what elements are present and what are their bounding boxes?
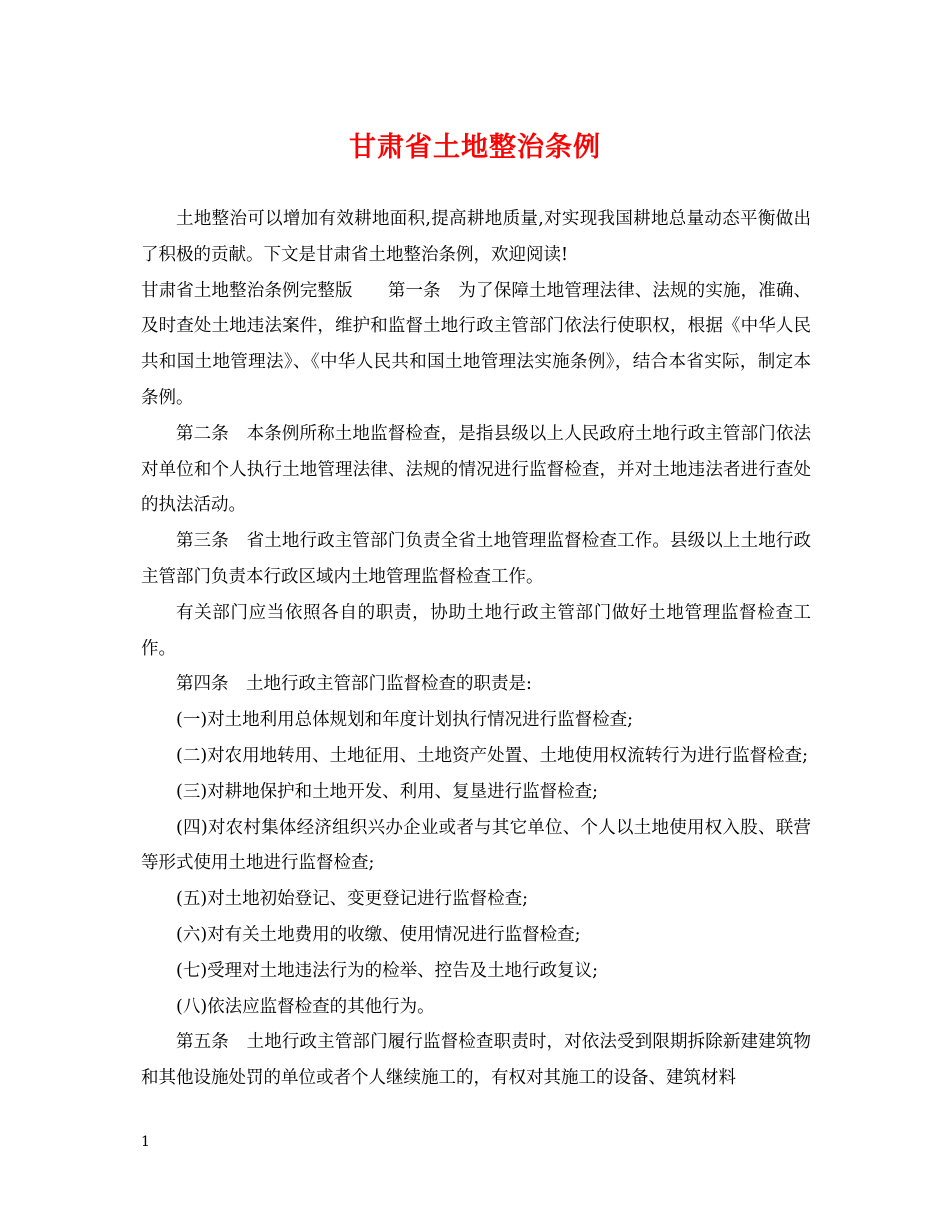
page-number: 1: [141, 1134, 150, 1150]
paragraph: 第五条 土地行政主管部门履行监督检查职责时，对依法受到限期拆除新建建筑物和其他设施处罚的单位或者个人继续施工的，有权对其施工的设备、建筑材料: [141, 1032, 811, 1089]
paragraph: (八)依法应监督检查的其他行为。: [176, 996, 435, 1017]
paragraph: (一)对土地利用总体规划和年度计划执行情况进行监督检查;: [176, 710, 634, 731]
paragraph: (四)对农村集体经济组织兴办企业或者与其它单位、个人以土地使用权入股、联营等形式使用土地进行监督检查;: [141, 817, 811, 874]
document-title: 甘肃省土地整治条例: [349, 132, 601, 163]
paragraph: 第二条 本条例所称土地监督检查，是指县级以上人民政府土地行政主管部门依法对单位和个人执行土地管理法律、法规的情况进行监督检查，并对土地违法者进行查处的执法活动。: [141, 423, 811, 516]
paragraph: 第四条 土地行政主管部门监督检查的职责是:: [176, 674, 532, 695]
paragraph: 甘肃省土地整治条例完整版 第一条 为了保障土地管理法律、法规的实施，准确、及时查处土地违法案件，维护和监督土地行政主管部门依法行使职权，根据《中华人民共和国土地管理法》、《中华人民共和国土地管理法实施条例》，结合本省实际，制定本条例。: [141, 280, 811, 408]
paragraph: 第三条 省土地行政主管部门负责全省土地管理监督检查工作。县级以上土地行政主管部门负责本行政区域内土地管理监督检查工作。: [141, 531, 811, 587]
paragraph: (五)对土地初始登记、变更登记进行监督检查;: [176, 889, 529, 910]
paragraph: (六)对有关土地费用的收缴、使用情况进行监督检查;: [176, 924, 581, 945]
paragraph: 有关部门应当依照各自的职责，协助土地行政主管部门做好土地管理监督检查工作。: [141, 602, 811, 659]
paragraph: 土地整治可以增加有效耕地面积,提高耕地质量,对实现我国耕地总量动态平衡做出了积极的贡献。下文是甘肃省土地整治条例，欢迎阅读!: [141, 209, 811, 265]
paragraph: (三)对耕地保护和土地开发、利用、复垦进行监督检查;: [176, 781, 599, 802]
paragraph: (二)对农用地转用、土地征用、土地资产处置、土地使用权流转行为进行监督检查;: [176, 745, 809, 766]
paragraph: (七)受理对土地违法行为的检举、控告及土地行政复议;: [176, 960, 599, 981]
document-body: [141, 202, 811, 1097]
